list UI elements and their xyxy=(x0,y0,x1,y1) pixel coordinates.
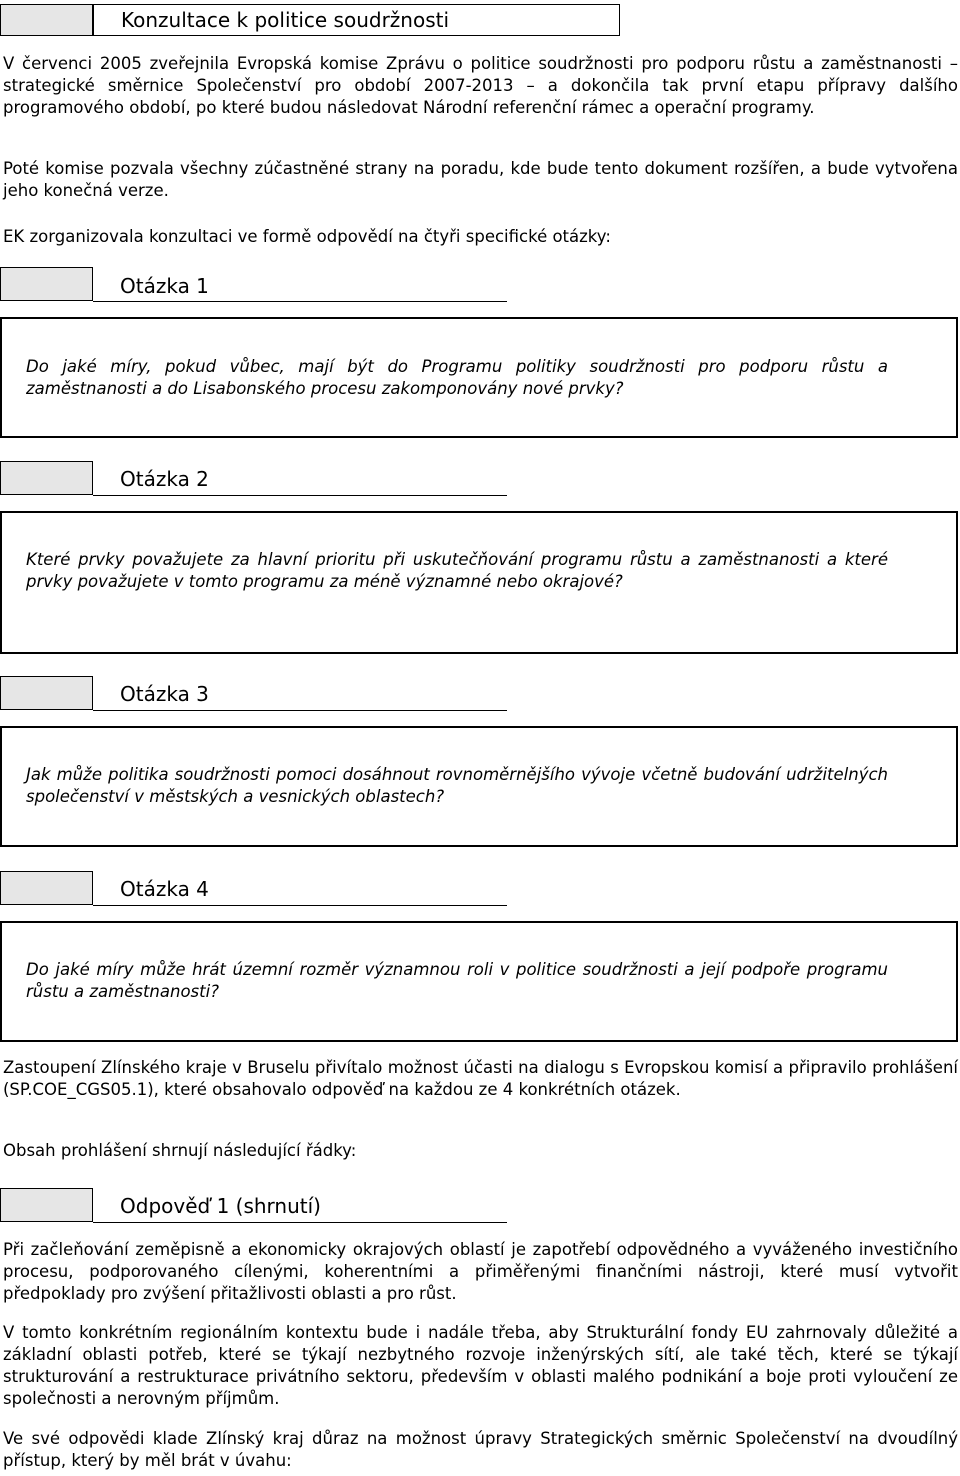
answer-1-paragraph-3: Ve své odpovědi klade Zlínský kraj důraz na možnost úpravy Strategických směrnic Společenství na dvoudílný přístup, který by měl brát v úvahu: xyxy=(3,1429,958,1470)
question-1-label: Otázka 1 xyxy=(120,274,209,298)
intro-paragraph-3: EK zorganizovala konzultaci ve formě odpovědí na čtyři specifické otázky: xyxy=(3,227,611,246)
question-2-text: Které prvky považujete za hlavní prioritu při uskutečňování programu růstu a zaměstnanosti a které prvky považujete v tomto programu za méně významné nebo okrajové? xyxy=(26,550,888,591)
question-3-marker xyxy=(0,676,93,710)
question-2-underline xyxy=(93,495,507,496)
question-3-underline xyxy=(93,710,507,711)
statement-paragraph: Zastoupení Zlínského kraje v Bruselu přivítalo možnost účasti na dialogu s Evropskou komisí a připravilo prohlášení (SP.COE_CGS05.1), které obsahovalo odpověď na každou ze 4 konkrétních otázek. xyxy=(3,1058,958,1099)
answer-1-paragraph-1: Při začleňování zeměpisně a ekonomicky okrajových oblastí je zapotřebí odpovědného a vyváženého investičního procesu, podporovaného cílenými, koherentními a přiměřenými finančními nástroji, které musí vytvořit předpoklady pro zvýšení přitažlivosti oblasti a pro růst. xyxy=(3,1240,958,1303)
question-2-label: Otázka 2 xyxy=(120,467,209,491)
answer-1-marker xyxy=(0,1188,93,1222)
page-title: Konzultace k politice soudržnosti xyxy=(93,4,620,36)
question-1-text: Do jaké míry, pokud vůbec, mají být do Programu politiky soudržnosti pro podporu růstu a zaměstnanosti a do Lisabonského procesu zakomponovány nové prvky? xyxy=(26,357,888,398)
question-1-marker xyxy=(0,267,93,301)
question-4-label: Otázka 4 xyxy=(120,877,209,901)
question-3-label: Otázka 3 xyxy=(120,682,209,706)
question-4-text: Do jaké míry může hrát územní rozměr významnou roli v politice soudržnosti a její podpoře programu růstu a zaměstnanosti? xyxy=(26,960,888,1001)
intro-paragraph-1: V červenci 2005 zveřejnila Evropská komise Zprávu o politice soudržnosti pro podporu růstu a zaměstnanosti – strategické směrnice Společenství pro období 2007-2013 – a dokončila tak první etapu přípravy dalšího programového období, po které budou následovat Národní referenční rámec a operační programy. xyxy=(3,54,958,117)
answer-1-label: Odpověď 1 (shrnutí) xyxy=(120,1194,321,1218)
question-4-underline xyxy=(93,905,507,906)
intro-paragraph-2: Poté komise pozvala všechny zúčastněné strany na poradu, kde bude tento dokument rozšířen, a bude vytvořena jeho konečná verze. xyxy=(3,159,958,200)
summary-intro: Obsah prohlášení shrnují následující řádky: xyxy=(3,1141,357,1160)
answer-1-underline xyxy=(93,1222,507,1223)
question-2-marker xyxy=(0,461,93,495)
question-1-underline xyxy=(93,301,507,302)
answer-1-paragraph-2: V tomto konkrétním regionálním kontextu bude i nadále třeba, aby Strukturální fondy EU zahrnovaly důležité a základní oblasti potřeb, které se týkají nezbytného rozvoje inženýrských sítí, ale také těch, které se týkají strukturování a restrukturace privátního sektoru, především v oblasti malého podnikání a boje proti vyloučení ze společnosti a nerovným příjmům. xyxy=(3,1323,958,1408)
question-4-marker xyxy=(0,871,93,905)
question-3-text: Jak může politika soudržnosti pomoci dosáhnout rovnoměrnějšího vývoje včetně budování udržitelných společenství v městských a vesnických oblastech? xyxy=(26,765,888,806)
title-marker xyxy=(0,4,93,36)
